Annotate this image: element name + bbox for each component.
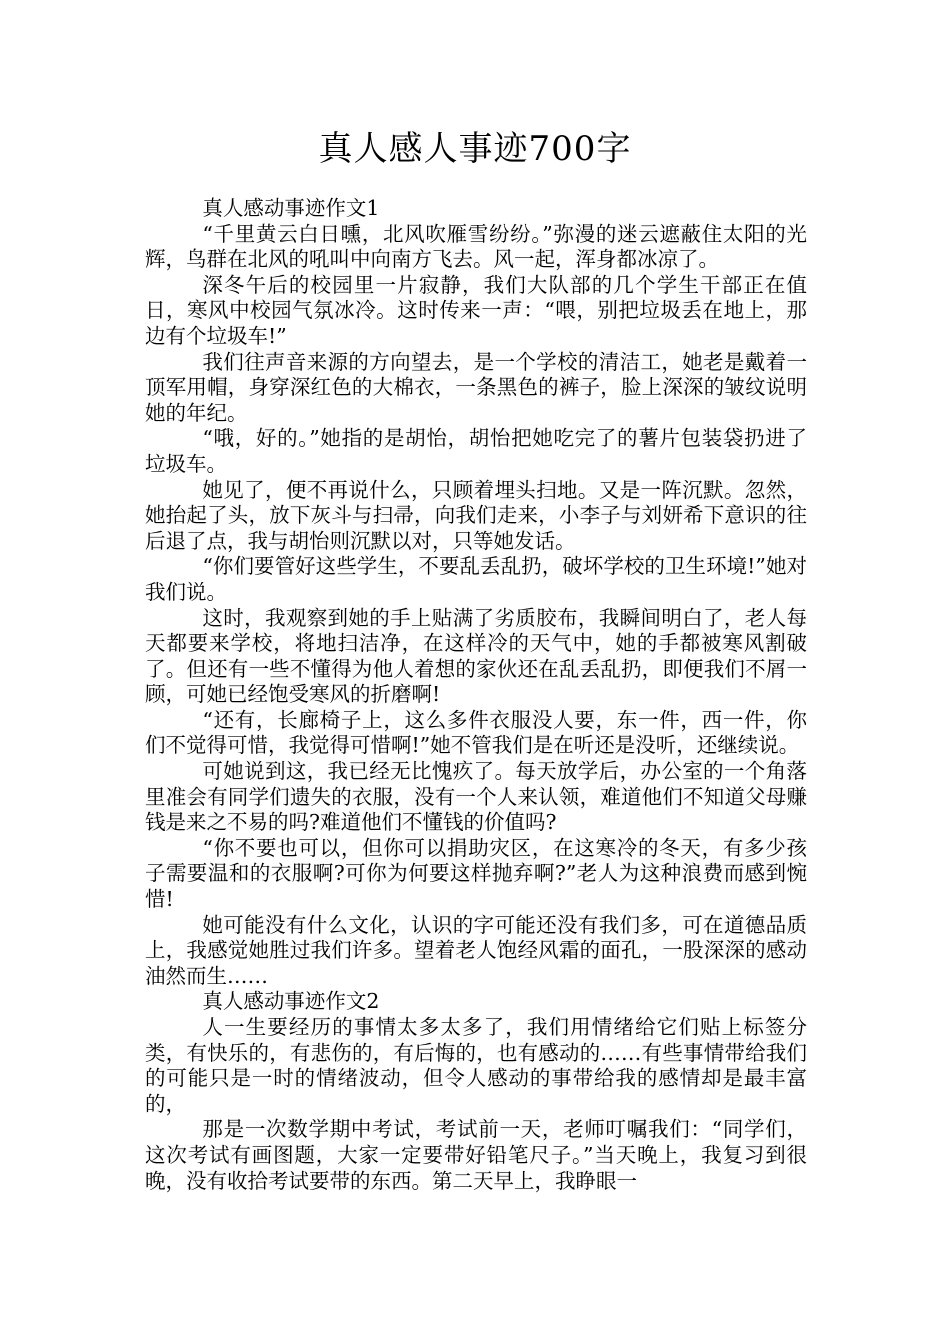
- section-heading: 真人感动事迹作文1: [202, 196, 380, 220]
- paragraph: 这时，我观察到她的手上贴满了劣质胶布，我瞬间明白了，老人每天都要来学校，将地扫洁净，在这样冷的天气中，她的手都被寒风割破了。但还有一些不懂得为他人着想的家伙还在乱丢乱扔，即便我们不屑一顾，可她已经饱受寒风的折磨啊!: [145, 605, 807, 707]
- paragraph: “你们要管好这些学生，不要乱丢乱扔，破坏学校的卫生环境!”她对我们说。: [145, 554, 807, 604]
- paragraph: “还有，长廊椅子上，这么多件衣服没人要，东一件，西一件，你们不觉得可惜，我觉得可惜啊!”她不管我们是在听还是没听，还继续说。: [145, 707, 807, 758]
- paragraph: “千里黄云白日曛，北风吹雁雪纷纷。”弥漫的迷云遮蔽住太阳的光辉，鸟群在北风的吼叫中向南方飞去。风一起，浑身都冰凉了。: [145, 221, 807, 272]
- document-body: [145, 196, 807, 1194]
- section-heading: 真人感动事迹作文2: [202, 989, 380, 1014]
- paragraph: 那是一次数学期中考试，考试前一天，老师叮嘱我们：“同学们，这次考试有画图题，大家一定要带好铅笔尺子。”当天晚上，我复习到很晚，没有收拾考试要带的东西。第二天早上，我睁眼一: [145, 1117, 807, 1193]
- document-title: 真人感人事迹700字: [318, 129, 632, 169]
- paragraph: 可她说到这，我已经无比愧疚了。每天放学后，办公室的一个角落里准会有同学们遗失的衣服，没有一个人来认领，难道他们不知道父母赚钱是来之不易的吗?难道他们不懂钱的价值吗?: [145, 759, 807, 835]
- paragraph: 深冬午后的校园里一片寂静，我们大队部的几个学生干部正在值日，寒风中校园气氛冰冷。这时传来一声：“喂，别把垃圾丢在地上，那边有个垃圾车!”: [145, 272, 807, 348]
- paragraph: 她见了，便不再说什么，只顾着埋头扫地。又是一阵沉默。忽然，她抬起了头，放下灰斗与扫帚，向我们走来，小李子与刘妍希下意识的往后退了点，我与胡怡则沉默以对，只等她发话。: [145, 477, 807, 553]
- paragraph: “你不要也可以，但你可以捐助灾区，在这寒冷的冬天，有多少孩子需要温和的衣服啊?可你为何要这样抛弃啊?”老人为这种浪费而感到惋惜!: [145, 835, 807, 912]
- paragraph: 她可能没有什么文化，认识的字可能还没有我们多，可在道德品质上，我感觉她胜过我们许多。望着老人饱经风霜的面孔，一股深深的感动油然而生……: [145, 912, 807, 988]
- paragraph: 我们往声音来源的方向望去，是一个学校的清洁工，她老是戴着一顶军用帽，身穿深红色的大棉衣，一条黑色的裤子，脸上深深的皱纹说明她的年纪。: [145, 349, 807, 425]
- paragraph: “哦，好的。”她指的是胡怡，胡怡把她吃完了的薯片包装袋扔进了垃圾车。: [145, 426, 807, 476]
- paragraph: 人一生要经历的事情太多太多了，我们用情绪给它们贴上标签分类，有快乐的，有悲伤的，有后悔的，也有感动的……有些事情带给我们的可能只是一时的情绪波动，但令人感动的事带给我的感情却是最丰富的，: [145, 1015, 807, 1116]
